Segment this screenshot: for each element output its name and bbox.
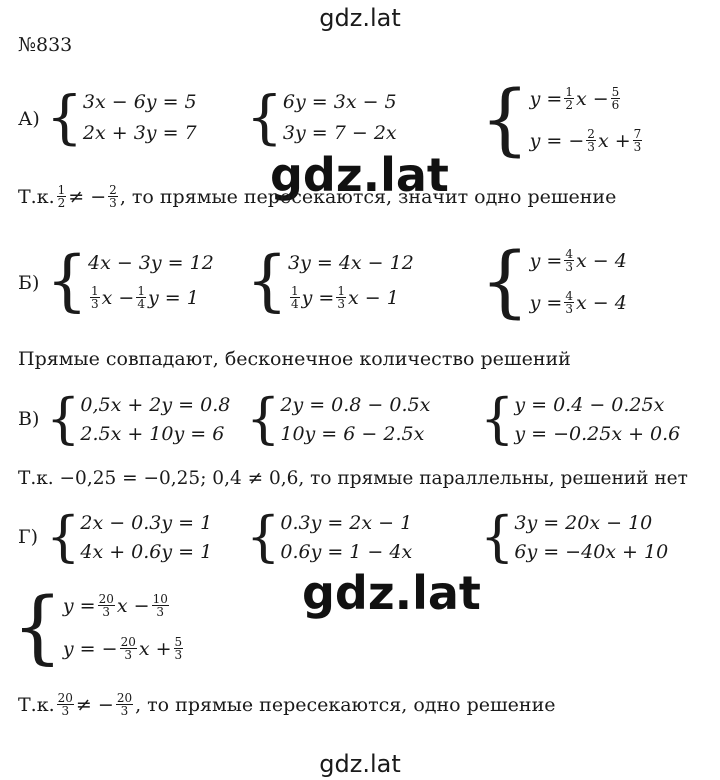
fraction: $\frac{1}{3}$	[91, 283, 99, 311]
fraction: $\frac{5}{6}$	[611, 85, 620, 112]
problem-number: №833	[18, 34, 73, 56]
brace-icon: {	[246, 387, 281, 450]
part-a-conclusion: Т.к. $\frac{1}{2}$ ≠ − $\frac{2}{3}$ , то прямые пересекаются, значит одно решение	[18, 183, 617, 210]
brace-icon: {	[246, 83, 283, 151]
equation: 2y = 0.8 − 0.5x	[280, 393, 431, 416]
equation: 3y = 7 − 2x	[282, 121, 397, 144]
equation: 10y = 6 − 2.5x	[280, 422, 425, 445]
equation: 6y = 3x − 5	[282, 90, 397, 113]
part-a-system-3	[480, 75, 644, 165]
equation: 3x − 6y = 5	[82, 90, 197, 113]
equation: y = $\frac{20}{3}$ x − $\frac{10}{3}$	[62, 591, 168, 619]
equation: 3y = 4x − 12	[288, 251, 414, 274]
equation: 2x − 0.3y = 1	[80, 511, 213, 534]
part-g-conclusion: Т.к. $\frac{20}{3}$ ≠ − $\frac{20}{3}$ , то прямые пересекаются, одно решение	[18, 691, 556, 718]
brace-icon: {	[480, 505, 515, 568]
part-v-label: В)	[18, 408, 40, 430]
part-b-system-3	[480, 237, 627, 327]
equation: 3y = 20x − 10	[514, 511, 653, 534]
part-v-system-3	[480, 387, 681, 450]
equation: y = −0.25x + 0.6	[514, 422, 681, 445]
part-v-system-2	[246, 387, 431, 450]
part-v-system-1	[46, 387, 231, 450]
fraction: $\frac{7}{3}$	[633, 127, 642, 154]
part-b-system-2	[246, 242, 414, 319]
equation: 0.6y = 1 − 4x	[280, 540, 413, 563]
part-g-system-4	[12, 580, 185, 673]
brace-icon: {	[46, 242, 88, 319]
equation: y = − $\frac{2}{3}$ x + $\frac{7}{3}$	[529, 127, 642, 154]
part-a-system-1	[46, 83, 197, 151]
watermark-middle: gdz.lat	[270, 148, 449, 202]
equation: $\frac{1}{4}$ y = $\frac{1}{3}$ x − 1	[291, 283, 399, 311]
brace-icon: {	[480, 387, 515, 450]
fraction: $\frac{2}{3}$	[109, 183, 117, 210]
brace-icon: {	[480, 75, 530, 165]
part-g-label: Г)	[18, 526, 38, 548]
part-b-conclusion: Прямые совпадают, бесконечное количество решений	[18, 348, 571, 370]
watermark-bottom: gdz.lat	[319, 750, 401, 778]
watermark-top: gdz.lat	[319, 4, 401, 32]
brace-icon: {	[46, 505, 81, 568]
fraction: $\frac{1}{4}$	[291, 283, 299, 311]
equation: y = $\frac{4}{3}$ x − 4	[529, 247, 627, 274]
fraction: $\frac{1}{2}$	[565, 85, 573, 112]
brace-icon: {	[246, 505, 281, 568]
watermark-lower: gdz.lat	[302, 566, 481, 620]
part-a-system-2	[246, 83, 397, 151]
part-v-conclusion: Т.к. −0,25 = −0,25; 0,4 ≠ 0,6, то прямые параллельны, решений нет	[18, 468, 688, 489]
equation: 2.5x + 10y = 6	[80, 422, 225, 445]
part-b-system-1	[46, 242, 214, 319]
equation: 0,5x + 2y = 0.8	[80, 393, 231, 416]
equation: 6y = −40x + 10	[514, 540, 669, 563]
equation: y = $\frac{4}{3}$ x − 4	[529, 289, 627, 316]
fraction: $\frac{1}{3}$	[337, 283, 345, 311]
brace-icon: {	[46, 387, 81, 450]
fraction: $\frac{20}{3}$	[98, 591, 114, 619]
part-g-system-2	[246, 505, 413, 568]
fraction: $\frac{20}{3}$	[120, 634, 136, 662]
fraction: $\frac{10}{3}$	[152, 591, 168, 619]
equation: 0.3y = 2x − 1	[280, 511, 413, 534]
equation: $\frac{1}{3}$ x − $\frac{1}{4}$ y = 1	[91, 283, 199, 311]
fraction: $\frac{4}{3}$	[565, 289, 573, 316]
equation: 2x + 3y = 7	[82, 121, 197, 144]
fraction: $\frac{4}{3}$	[565, 247, 573, 274]
brace-icon: {	[12, 580, 63, 673]
fraction: $\frac{1}{2}$	[57, 183, 66, 210]
part-g-system-1	[46, 505, 213, 568]
fraction: $\frac{2}{3}$	[587, 127, 595, 154]
equation: y = 0.4 − 0.25x	[514, 393, 665, 416]
brace-icon: {	[46, 83, 83, 151]
part-g-system-3	[480, 505, 669, 568]
fraction: $\frac{20}{3}$	[116, 691, 133, 718]
brace-icon: {	[480, 237, 530, 327]
brace-icon: {	[246, 242, 288, 319]
equation: 4x + 0.6y = 1	[80, 540, 213, 563]
fraction: $\frac{1}{4}$	[137, 283, 145, 311]
equation: y = $\frac{1}{2}$ x − $\frac{5}{6}$	[529, 85, 620, 112]
part-a-label: А)	[18, 108, 40, 130]
equation: 4x − 3y = 12	[88, 251, 214, 274]
part-b-label: Б)	[18, 272, 40, 294]
fraction: $\frac{5}{3}$	[174, 634, 183, 662]
equation: y = − $\frac{20}{3}$ x + $\frac{5}{3}$	[62, 634, 183, 662]
fraction: $\frac{20}{3}$	[57, 691, 73, 718]
